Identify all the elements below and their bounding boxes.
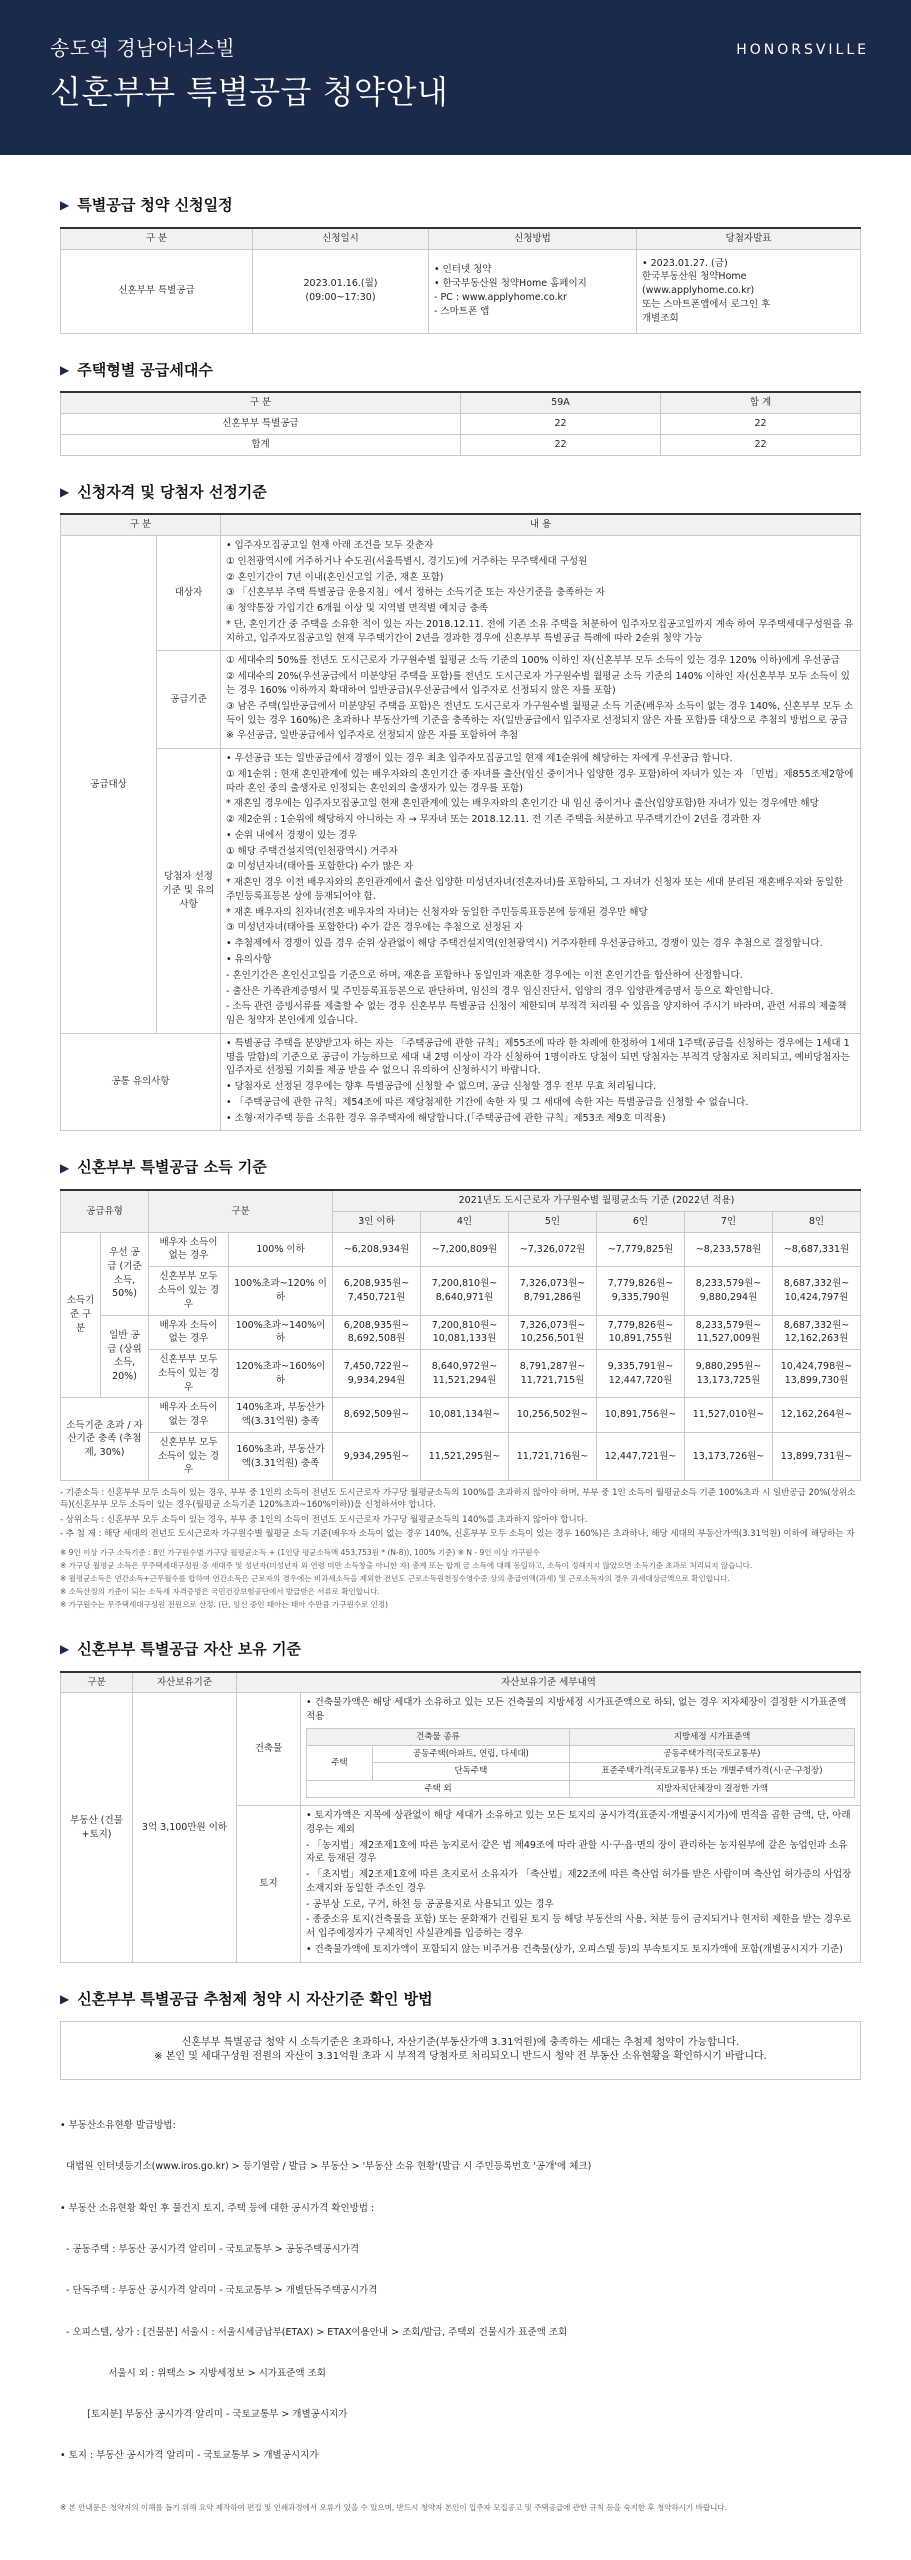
income-range: 100% 이하	[229, 1232, 333, 1267]
lottery-links	[60, 2092, 861, 2491]
qual-caution-item: • 「주택공급에 관한 규칙」제54조에 따른 재당첨제한 기간에 속한 자 및 그 세대에 속한 자는 특별공급을 신청할 수 없습니다.	[226, 1096, 749, 1108]
qual-group-label: 공급대상	[61, 536, 157, 1034]
inner-cell: 주택	[307, 1746, 373, 1781]
schedule-header: 당첨자발표	[637, 228, 861, 249]
qual-winner-item: ③ 미성년자녀(태아를 포함한다) 수가 같은 경우에는 추첨으로 선정된 자	[226, 922, 524, 934]
header-subtitle: 송도역 경남아너스빌	[50, 36, 236, 60]
income-table	[60, 1189, 861, 1481]
qual-caution-item: • 특별공급 주택을 분양받고자 하는 자는 「주택공급에 관한 규칙」제55조에 따라 한 차례에 한정하여 1세대 1주택(공급을 신청하는 경우에는 1세대 1명을 말함)의 기준으로 공급이 가능하므로 세대 내 2명 이상이 각각 신청하여 1명이라도 당첨이 되면 당첨자는 부적격 당첨자로 처리되고, 예비당첨자는 입주자로 선정될 기회를 제공 받을 수 없으니 유의하여 신청하시기 바랍니다.	[226, 1037, 850, 1077]
income-val: 9,934,295원~	[333, 1432, 421, 1480]
qual-winner-item: ① 제1순위 : 현재 혼인관계에 있는 배우자와의 혼인기간 중 자녀를 출산(임신 중이거나 입양한 경우 포함)하여 자녀가 있는 자 「민법」제855조제2항에 따라 혼인 중의 출생자로 인정되는 혼인외의 출생자가 있는 경우를 포함)	[226, 768, 854, 794]
income-single-label: 배우자 소득이 없는 경우	[149, 1315, 229, 1350]
triangle-right-icon: ▶	[60, 362, 70, 377]
supply-header: 합 계	[661, 392, 861, 413]
inner-cell: 공동주택가격(국토교통부)	[570, 1746, 855, 1763]
income-val: ~7,779,825원	[597, 1232, 685, 1267]
asset-header: 자산보유기준 세부내역	[237, 1672, 861, 1693]
qual-caution-item: • 당첨자로 선정된 경우에는 향후 특별공급에 신청할 수 없으며, 공급 신청할 경우 전부 무효 처리됩니다.	[226, 1081, 657, 1093]
income-val: 10,256,502원~	[509, 1398, 597, 1433]
income-note: - 기준소득 : 신혼부부 모두 소득이 있는 경우, 부부 중 1인의 소득이 전년도 도시근로자 가구당 월평균소득의 100%를 초과하지 않아야 하며, 부부 중 1인 소득이 월평균소득 기준 100%초과 시 일반공급 20%(상위소득)(신혼부부 모두 소득이 있는 경우(월평균 소득기준 120%초과~160%이하))을 신청하셔야 합니다.	[60, 1488, 856, 1511]
income-val: 7,450,722원~ 9,934,294원	[333, 1350, 421, 1398]
supply-header: 59A	[461, 392, 661, 413]
asset-land-item: • 건축물가액에 토지가액이 포함되지 않는 비주거용 건축물(상가, 오피스텔 등)의 부속토지도 토지가액에 포함(개별공시지가 기준)	[306, 1943, 843, 1955]
qual-target-item: • 입주자모집공고일 현재 아래 조건을 모두 갖춘자	[226, 540, 434, 552]
asset-land-item: - 「초지법」제2조제1호에 따른 초지로서 소유자가 「축산법」제22조에 따른 축산업 허가를 받은 사람이며 축산업 허가증의 사업장 소재지와 동일한 주소인 경우	[306, 1869, 852, 1894]
income-val: 7,779,826원~ 9,335,790원	[597, 1267, 685, 1315]
income-dual-label: 신혼부부 모두 소득이 있는 경우	[149, 1267, 229, 1315]
qual-target-item: * 단, 혼인기간 중 주택을 소유한 적이 있는 자는 2018.12.11. 전에 기존 소유 주택을 처분하여 입주자모집공고일까지 계속 하여 무주택세대구성원을 유지하고, 입주자모집공고일 현재 무주택기간이 2년을 경과한 경우에 신혼부부 특별공급 특례에 따라 2순위 청약 가능	[226, 618, 854, 644]
lottery-box-line: 신혼부부 특별공급 청약 시 소득기준은 초과하나, 자산기준(부동산가액 3.31억원)에 충족하는 세대는 추첨제 청약이 가능합니다.	[181, 2036, 740, 2048]
triangle-right-icon: ▶	[60, 1160, 70, 1175]
method-line: - PC : www.applyhome.co.kr	[434, 292, 567, 304]
qual-income-item: ※ 우선공급, 일반공급에서 입주자로 선정되지 않은 자를 포함하여 추첨	[226, 730, 519, 742]
asset-building-cell	[301, 1693, 861, 1806]
announce-line: (www.applyhome.co.kr)	[642, 285, 755, 297]
triangle-right-icon: ▶	[60, 1991, 70, 2006]
supply-cell: 22	[461, 434, 661, 455]
asset-building-label: 건축물	[237, 1693, 301, 1806]
qual-table	[60, 513, 861, 1131]
income-range: 100%초과~140%이하	[229, 1315, 333, 1350]
income-val: 7,779,826원~ 10,891,755원	[597, 1315, 685, 1350]
lottery-box-line: ※ 본인 및 세대구성원 전원의 자산이 3.31억원 초과 시 부적격 당첨자로 처리되오니 반드시 청약 전 부동산 소유현황을 확인하시기 바랍니다.	[154, 2051, 767, 2062]
main-content	[0, 155, 911, 2514]
qual-income-item: ② 세대수의 20%(우선공급에서 미분양된 주택을 포함)를 전년도 도시근로자 가구원수별 월평균 소득 기준의 140% 이하인 자(신혼부부 모두 소득이 있는 경우 160% 이하까지 확대하여 일반공급)(우선공급에서 입주자로 선정되지 않은 자를 포함)	[226, 671, 850, 696]
supply-cell: 22	[661, 414, 861, 435]
income-val: 8,640,972원~ 11,521,294원	[421, 1350, 509, 1398]
income-val: ~7,326,072원	[509, 1232, 597, 1267]
income-val: ~8,233,578원	[685, 1232, 773, 1267]
schedule-time: (09:00~17:30)	[305, 292, 376, 304]
lottery-link-line: - 공동주택 : 부동산 공시가격 알리미 - 국토교통부 > 공동주택공시가격	[60, 2243, 360, 2255]
header-title: 신혼부부 특별공급 청약안내	[50, 73, 449, 111]
income-val: 8,233,579원~ 9,880,294원	[685, 1267, 773, 1315]
income-val: ~6,208,934원	[333, 1232, 421, 1267]
inner-cell: 단독주택	[372, 1763, 569, 1780]
schedule-header: 신청일시	[253, 228, 429, 249]
income-pri-label: 우선 공급 (기준 소득, 50%)	[101, 1232, 149, 1315]
qual-winner-item: • 추첨제에서 경쟁이 있을 경우 순위 상관없이 해당 주택건설지역(인천광역시) 거주자한테 우선공급하고, 경쟁이 있는 경우 추첨으로 결정합니다.	[226, 938, 823, 950]
asset-land-label: 토지	[237, 1806, 301, 1963]
income-tiny-note: ※ 소득산정의 기준이 되는 소득세 자격증명은 국민건강보험공단에서 발급받은 서류로 확인합니다.	[60, 1587, 380, 1597]
announce-line: 한국부동산원 청약Home	[642, 271, 747, 283]
income-note: - 추 첨 제 : 해당 세대의 전년도 도시근로자 가구원수별 월평균 소득 기준(배우자 소득이 없는 경우 140%, 신혼부부 모두 소득이 있는 경우 160%)은 초과하나, 해당 세대의 부동산가액(3.31억원) 이하에 해당하는 자	[60, 1529, 855, 1540]
person-header: 4인	[421, 1211, 509, 1232]
asset-land-item: - 「농지법」제2조제1호에 따른 농지로서 같은 법 제49조에 따라 관할 시·구·읍·면의 장이 관리하는 농지원부에 같은 농업인과 소유자로 등재된 경우	[306, 1839, 848, 1865]
schedule-header: 신청방법	[429, 228, 637, 249]
triangle-right-icon: ▶	[60, 198, 70, 213]
supply-section-title	[60, 360, 861, 382]
income-tiny-note: ※ 가구당 월평균 소득은 무주택세대구성원 중 세대주 및 성년자(미성년자 외 연령 미만 소득창출 아니한 자) 총계 또는 합계 금 소득에 대해 동일하고, 소득이 정해지지 않았으면 소득기준 초과로 처리되지 않습니다.	[60, 1561, 753, 1571]
announce-line: • 2023.01.27. (금)	[642, 257, 728, 269]
income-range: 120%초과~160%이하	[229, 1350, 333, 1398]
qual-header: 내 용	[221, 514, 861, 535]
qual-caution-cell	[221, 1033, 861, 1131]
qual-winner-item: • 우선공급 또는 일반공급에서 경쟁이 있는 경우 최초 입주자모집공고일 현재 제1순위에 해당하는 자에게 우선공급 합니다.	[226, 753, 733, 765]
lottery-link-line: - 오피스텔, 상가 : [건물분] 서울시 : 서울시세금납부(ETAX) > ETAX이용안내 > 조회/발급, 주택외 건물시가 표준액 조회	[60, 2326, 568, 2338]
asset-land-cell	[301, 1806, 861, 1963]
asset-land-item: • 토지가액은 지목에 상관없이 해당 세대가 소유하고 있는 모든 토지의 공시가격(표준지·개별공시지가)에 면적을 곱한 금액, 단, 아래 경우는 제외	[306, 1810, 851, 1835]
income-range: 100%초과~120% 이하	[229, 1267, 333, 1315]
income-section-title	[60, 1157, 861, 1179]
income-val: 8,687,332원~ 10,424,797원	[773, 1267, 861, 1315]
qual-winner-item: - 혼인기간은 혼인신고일을 기준으로 하며, 재혼을 포함하나 동일인과 재혼한 경우에는 이전 혼인기간을 합산하여 산정합니다.	[226, 969, 743, 981]
asset-table	[60, 1671, 861, 1963]
supply-cell: 22	[661, 434, 861, 455]
lottery-title: 신혼부부 특별공급 추첨제 청약 시 자산기준 확인 방법	[77, 1989, 433, 2008]
inner-header: 건축물 종류	[307, 1728, 570, 1745]
income-range: 160%초과, 부동산가액(3.31억원) 충족	[229, 1432, 333, 1480]
income-val: 11,527,010원~	[685, 1398, 773, 1433]
schedule-title: 특별공급 청약 신청일정	[77, 196, 233, 214]
income-val: 6,208,935원~ 7,450,721원	[333, 1267, 421, 1315]
income-val: 6,208,935원~ 8,692,508원	[333, 1315, 421, 1350]
asset-inner-table	[306, 1728, 855, 1798]
qual-section-title	[60, 482, 861, 504]
qual-target-item: ② 혼인기간이 7년 이내(혼인신고일 기준, 재혼 포함)	[226, 571, 444, 583]
lottery-link-line: • 토지 : 부동산 공시가격 알리미 - 국토교통부 > 개별공시지가	[60, 2450, 319, 2462]
qual-winner-item: - 출산은 가족관계증명서 및 주민등록표등본으로 판단하며, 임신의 경우 임신진단서, 입양의 경우 입양관계증명서 등으로 확인합니다.	[226, 985, 774, 997]
lottery-link-line: • 부동산소유현황 발급방법:	[60, 2120, 176, 2132]
brand-logo: HONORSVILLE	[736, 42, 869, 58]
income-tiny-note: ※ 가구원수는 무주택세대구성원 전원으로 산정. (단, 임신 중인 태아는 태아 수만큼 가구원수로 인정)	[60, 1599, 389, 1609]
asset-land-item: - 공부상 도로, 구거, 하천 등 공공용지로 사용되고 있는 경우	[306, 1898, 554, 1910]
qual-target-cell	[221, 536, 861, 651]
qual-income-cell	[221, 651, 861, 749]
income-val: 13,899,731원~	[773, 1432, 861, 1480]
inner-cell: 주택 외	[307, 1780, 570, 1797]
income-val: ~7,200,809원	[421, 1232, 509, 1267]
page-header	[0, 0, 911, 155]
supply-title: 주택형별 공급세대수	[77, 360, 213, 379]
supply-cell: 22	[461, 414, 661, 435]
income-note: - 상위소득 : 신혼부부 모두 소득이 있는 경우, 부부 중 1인의 소득이 전년도 도시근로자 가구당 월평균소득의 140%를 초과하지 않아야 합니다.	[60, 1514, 588, 1525]
asset-row-label: 부동산 (건물+토지)	[61, 1693, 133, 1962]
income-val: 12,162,264원~	[773, 1398, 861, 1433]
method-line: - 스마트폰 앱	[434, 305, 490, 317]
supply-cell: 합계	[61, 434, 461, 455]
qual-winner-cell	[221, 749, 861, 1034]
method-line: • 한국부동산원 청약Home 홈페이지	[434, 278, 587, 290]
qual-winner-label: 당첨자 선정기준 및 유의사항	[157, 749, 221, 1034]
person-header: 3인 이하	[333, 1211, 421, 1232]
income-single-label: 배우자 소득이 없는 경우	[149, 1232, 229, 1267]
income-gen-label: 일반 공급 (상위 소득, 20%)	[101, 1315, 149, 1398]
income-lottery-label: 소득기준 초과 / 자산기준 충족 (추첨제, 30%)	[61, 1398, 149, 1481]
inner-header: 지방세정 시가표준액	[570, 1728, 855, 1745]
income-group-label: 소득기준 구분	[61, 1232, 101, 1398]
qual-winner-item: ② 제2순위 : 1순위에 해당하지 아니하는 자 → 무자녀 또는 2018.12.11. 전 기존 주택을 처분하고 무주택기간이 2년을 경과한 자	[226, 814, 762, 826]
schedule-date: 2023.01.16.(월)	[303, 278, 378, 290]
lottery-link-line: [토지분] 부동산 공시가격 알리미 - 국토교통부 > 개별공시지가	[60, 2409, 348, 2421]
qual-title: 신청자격 및 당첨자 선정기준	[77, 482, 267, 501]
lottery-section-title	[60, 1989, 861, 2011]
schedule-section-title	[60, 195, 861, 217]
asset-header: 구분	[61, 1672, 133, 1693]
qual-header: 구 분	[61, 514, 221, 535]
asset-criterion: 3억 3,100만원 이하	[133, 1693, 237, 1962]
person-header: 6인	[597, 1211, 685, 1232]
income-dual-label: 신혼부부 모두 소득이 있는 경우	[149, 1350, 229, 1398]
lottery-link-line: - 단독주택 : 부동산 공시가격 알리미 - 국토교통부 > 개별단독주택공시가격	[60, 2285, 378, 2297]
income-val: 8,687,332원~ 12,162,263원	[773, 1315, 861, 1350]
income-val: 11,721,716원~	[509, 1432, 597, 1480]
income-val: 7,326,073원~ 10,256,501원	[509, 1315, 597, 1350]
schedule-method-cell	[429, 249, 637, 333]
income-val: 9,880,295원~ 13,173,725원	[685, 1350, 773, 1398]
schedule-row-label: 신혼부부 특별공급	[61, 249, 253, 333]
qual-target-item: ④ 청약통장 가입기간 6개월 이상 및 지역별 면적별 예치금 충족	[226, 603, 488, 615]
lottery-link-line: • 부동산 소유현황 확인 후 물건지 토지, 주택 등에 대한 공시가격 확인방법 :	[60, 2202, 375, 2214]
schedule-header: 구 분	[61, 228, 253, 249]
qual-winner-item: * 재혼 배우자의 친자녀(전혼 배우자의 자녀)는 신청자와 동일한 주민등록표등본에 등재된 경우만 해당	[226, 906, 648, 918]
schedule-date-cell	[253, 249, 429, 333]
qual-caution-item: • 소형·저가주택 등을 소유한 경우 유주택자에 해당합니다.(「주택공급에 관한 규칙」제53조 제9호 미적용)	[226, 1112, 666, 1124]
qual-winner-item: ① 해당 주택건설지역(인천광역시) 거주자	[226, 845, 398, 857]
income-val: 8,791,287원~ 11,721,715원	[509, 1350, 597, 1398]
qual-winner-item: ② 미성년자녀(태아를 포함한다) 수가 많은 자	[226, 861, 414, 873]
income-val: 11,521,295원~	[421, 1432, 509, 1480]
announce-line: 개별조회	[642, 312, 679, 324]
inner-cell: 공동주택(아파트, 연립, 다세대)	[372, 1746, 569, 1763]
triangle-right-icon: ▶	[60, 1641, 70, 1656]
asset-section-title	[60, 1639, 861, 1661]
income-dual-label: 신혼부부 모두 소득이 있는 경우	[149, 1432, 229, 1480]
qual-winner-item: • 유의사항	[226, 953, 272, 965]
person-header: 7인	[685, 1211, 773, 1232]
income-val: 8,692,509원~	[333, 1398, 421, 1433]
income-notes	[60, 1487, 861, 1540]
qual-winner-item: * 재혼인 경우 이전 배우자와의 혼인관계에서 출산 입양한 미성년자녀(전혼자녀)를 포함하되, 그 자녀가 신청자 또는 세대 분리된 재혼배우자와 동일한 주민등록표등본 상에 등재되어야 함.	[226, 877, 844, 902]
announce-line: 또는 스마트폰앱에서 로그인 후	[642, 298, 771, 310]
triangle-right-icon: ▶	[60, 484, 70, 499]
qual-caution-label: 공통 유의사항	[61, 1033, 221, 1131]
schedule-announce-cell	[637, 249, 861, 333]
supply-table	[60, 391, 861, 455]
qual-target-item: ③ 「신혼부부 주택 특별공급 운용지침」에서 정하는 소득기준 또는 자산기준을 충족하는 자	[226, 587, 605, 599]
lottery-box	[60, 2021, 861, 2080]
qual-income-item: ① 세대수의 50%를 전년도 도시근로자 가구원수별 월평균 소득 기준의 100% 이하인 자(신혼부부 모두 소득이 있는 경우 120% 이하)에게 우선공급	[226, 655, 840, 667]
schedule-table	[60, 227, 861, 334]
income-val: 8,233,579원~ 11,527,009원	[685, 1315, 773, 1350]
income-val: 7,200,810원~ 8,640,971원	[421, 1267, 509, 1315]
income-tiny-notes	[60, 1548, 861, 1610]
asset-building-text: • 건축물가액은 해당 세대가 소유하고 있는 모든 건축물의 지방세정 시가표준액으로 하되, 없는 경우 지자체장이 결정한 시가표준액 적용	[306, 1697, 847, 1723]
asset-title: 신혼부부 특별공급 자산 보유 기준	[77, 1639, 301, 1658]
income-single-label: 배우자 소득이 없는 경우	[149, 1398, 229, 1433]
income-val: 7,200,810원~ 10,081,133원	[421, 1315, 509, 1350]
footer-note: ※ 본 안내문은 청약자의 이해를 돕기 위해 요약 제작하여 편집 및 인쇄과정에서 오류가 있을 수 있으며, 반드시 청약자 본인이 입주자 모집공고 및 주택공급에 관한 규칙 등을 숙지한 후 청약하시기 바랍니다.	[60, 2502, 728, 2512]
income-val: 13,173,726원~	[685, 1432, 773, 1480]
qual-income-item: ③ 남은 주택(일반공급에서 미분양된 주택을 포함)은 전년도 도시근로자 가구원수별 월평균 소득 기준(배우자 소득이 없는 경우 140%, 신혼부부 모두 소득이 있는 경우 160%)은 초과하나 부동산가액 기준을 충족하는 자(일반공급에서 입주자로 선정되지 않은 자를 포함)를 대상으로 추첨의 방법으로 공급	[226, 700, 854, 726]
income-val: ~8,687,331원	[773, 1232, 861, 1267]
income-tiny-note: ※ 9인 이상 가구 소득기준 : 8인 가구원수별 가구당 월평균소득 + (1인당 평균소득액 453,753원 * (N-8)), 100% 기준) ※ N - 9인 이상 가구원수	[60, 1548, 540, 1558]
inner-cell: 표준주택가격(국토교통부) 또는 개별주택가격(시·군·구청장)	[570, 1763, 855, 1780]
qual-target-label: 대상자	[157, 536, 221, 651]
qual-target-item: ① 인천광역시에 거주하거나 수도권(서울특별시, 경기도)에 거주하는 무주택세대 구성원	[226, 555, 588, 567]
method-line: • 인터넷 청약	[434, 264, 492, 276]
person-header: 5인	[509, 1211, 597, 1232]
inner-cell: 지방자치단체장이 결정한 가액	[570, 1780, 855, 1797]
income-val: 10,081,134원~	[421, 1398, 509, 1433]
income-val: 10,891,756원~	[597, 1398, 685, 1433]
qual-winner-item: - 소득 관련 증빙서류를 제출할 수 없는 경우 신혼부부 특별공급 신청이 제한되며 부적격 처리될 수 있음을 양지하여 주시기 바라며, 관련 서류의 제출책임은 청약자 본인에게 있습니다.	[226, 1001, 847, 1027]
income-val: 9,335,791원~ 12,447,720원	[597, 1350, 685, 1398]
lottery-link-line[interactable]: 대법원 인터넷등기소(www.iros.go.kr) > 등기열람 / 발급 > 부동산 > '부동산 소유 현황'(발급 시 주민등록번호 '공개'에 체크)	[60, 2161, 592, 2173]
asset-land-item: - 종중소유 토지(건축물을 포함) 또는 문화재가 건립된 토지 등 해당 부동산의 사용, 처분 등이 금지되거나 현저히 제한을 받는 경우로서 입주예정자가 구체적인 사실관계를 입증하는 경우	[306, 1914, 852, 1940]
income-val: 10,424,798원~ 13,899,730원	[773, 1350, 861, 1398]
supply-header: 구 분	[61, 392, 461, 413]
income-h-type: 공급유형	[61, 1190, 149, 1232]
asset-header: 자산보유기준	[133, 1672, 237, 1693]
qual-winner-item: * 재혼일 경우에는 입주자모집공고일 현재 혼인관계에 있는 배우자와의 혼인기간 내 임신 중이거나 출산(입양포함)한 자녀가 있는 경우에만 해당	[226, 798, 819, 810]
income-range: 140%초과, 부동산가액(3.31억원) 충족	[229, 1398, 333, 1433]
income-title: 신혼부부 특별공급 소득 기준	[77, 1158, 267, 1177]
supply-cell: 신혼부부 특별공급	[61, 414, 461, 435]
qual-income-label: 공급기준	[157, 651, 221, 749]
income-val: 12,447,721원~	[597, 1432, 685, 1480]
income-tiny-note: ※ 월평균소득은 연간소득+근무월수를 합하여 연간소득은 근로자의 경우에는 비과세소득을 제외한 전년도 근로소득원천징수영수증 상의 총급여액(과세) 및 근로소득자의 경우 과세대상금액으로 확인합니다.	[60, 1574, 730, 1584]
person-header: 8인	[773, 1211, 861, 1232]
income-top-header: 2021년도 도시근로자 가구원수별 월평균소득 기준 (2022년 적용)	[333, 1190, 861, 1211]
income-val: 7,326,073원~ 8,791,286원	[509, 1267, 597, 1315]
lottery-link-line: 서울시 외 : 위택스 > 지방세정보 > 시가표준액 조회	[60, 2367, 326, 2379]
income-h-gubun: 구분	[149, 1190, 333, 1232]
qual-winner-item: • 순위 내에서 경쟁이 있는 경우	[226, 829, 357, 841]
